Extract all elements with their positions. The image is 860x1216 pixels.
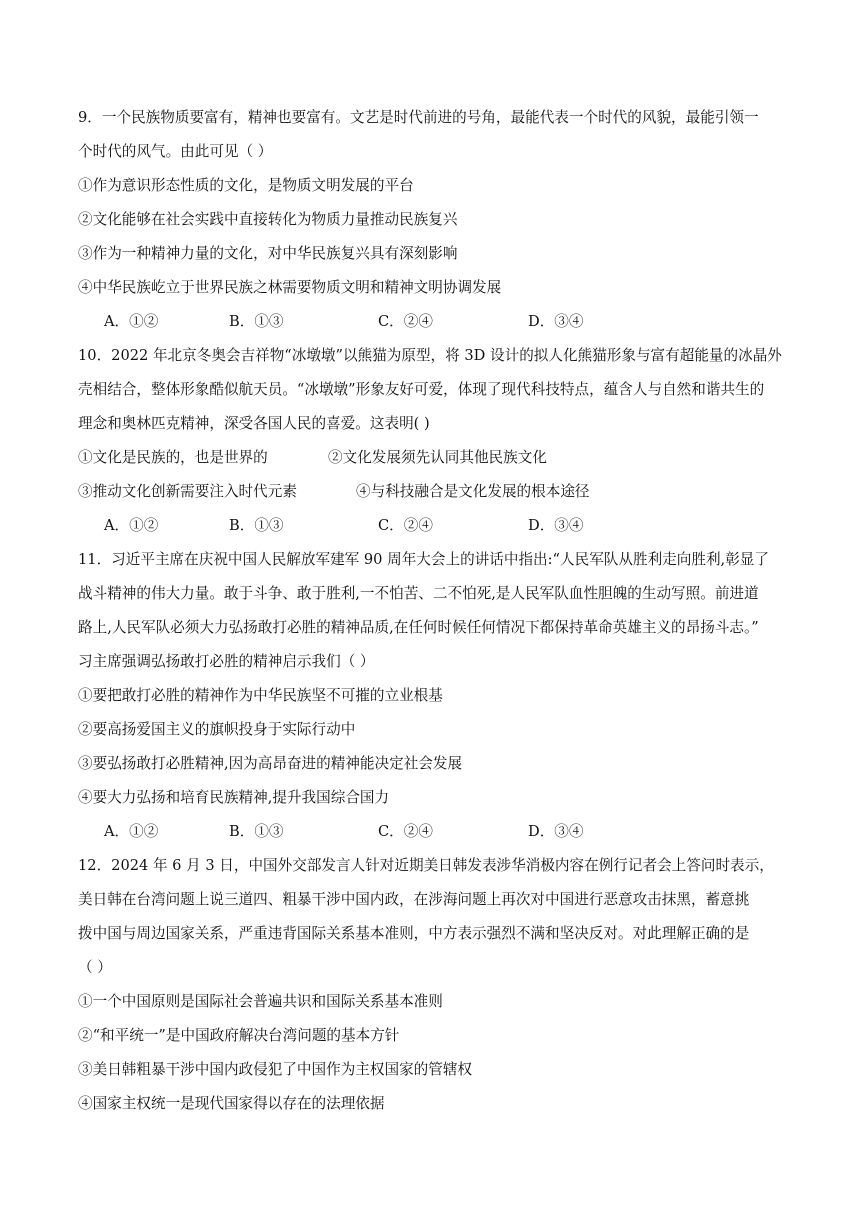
question-9 bbox=[78, 108, 788, 332]
question-stem-line: 理念和奥林匹克精神，深受各国人民的喜爱。这表明( ) bbox=[78, 415, 430, 432]
answer-choices bbox=[78, 312, 788, 332]
question-stem-line: 12．2024 年 6 月 3 日，中国外交部发言人针对近期美日韩发表涉华消极内容在例行记者会上答问时表示， bbox=[78, 857, 774, 874]
answer-choices bbox=[78, 516, 788, 536]
question-stem-line: 壳相结合，整体形象酷似航天员。“冰墩墩”形象友好可爱，体现了现代科技特点，蕴含人与自然和谐共生的 bbox=[78, 381, 765, 398]
option-statement: ②文化发展须先认同其他民族文化 bbox=[328, 449, 547, 466]
choice-a[interactable]: A．①② bbox=[104, 517, 159, 534]
option-statement: ③推动文化创新需要注入时代元素 bbox=[78, 483, 297, 500]
option-statement: ④中华民族屹立于世界民族之林需要物质文明和精神文明协调发展 bbox=[78, 279, 502, 296]
question-stem-line: 11．习近平主席在庆祝中国人民解放军建军 90 周年大会上的讲话中指出:“人民军队从胜利走向胜利,彰显了 bbox=[78, 551, 769, 568]
answer-choices bbox=[78, 822, 788, 842]
question-stem-line: 9．一个民族物质要富有，精神也要富有。文艺是时代前进的号角，最能代表一个时代的风貌，最能引领一 bbox=[78, 109, 759, 126]
question-stem-line: 10．2022 年北京冬奥会吉祥物“冰墩墩”以熊猫为原型，将 3D 设计的拟人化熊猫形象与富有超能量的冰晶外 bbox=[78, 347, 782, 364]
question-stem-line: 战斗精神的伟大力量。敢于斗争、敢于胜利,一不怕苦、二不怕死,是人民军队血性胆魄的生动写照。前进道 bbox=[78, 585, 759, 602]
option-statement: ③要弘扬敢打必胜精神,因为高昂奋进的精神能决定社会发展 bbox=[78, 755, 463, 772]
option-statement: ①一个中国原则是国际社会普遍共识和国际关系基本准则 bbox=[78, 993, 443, 1010]
choice-c[interactable]: C．②④ bbox=[378, 517, 433, 534]
option-pair-row bbox=[78, 482, 788, 502]
question-stem-line: 个时代的风气。由此可见（ ） bbox=[78, 143, 273, 160]
question-stem-line: （ ） bbox=[78, 959, 112, 976]
choice-d[interactable]: D．③④ bbox=[528, 823, 584, 840]
option-pair-row bbox=[78, 448, 788, 468]
choice-c[interactable]: C．②④ bbox=[378, 823, 433, 840]
option-statement: ①要把敢打必胜的精神作为中华民族坚不可摧的立业根基 bbox=[78, 687, 443, 704]
choice-d[interactable]: D．③④ bbox=[528, 313, 584, 330]
choice-a[interactable]: A．①② bbox=[104, 823, 159, 840]
question-stem-line: 路上,人民军队必须大力弘扬敢打必胜的精神品质,在任何时候任何情况下都保持革命英雄主义的昂扬斗志。” bbox=[78, 619, 759, 636]
question-stem-line: 拨中国与周边国家关系，严重违背国际关系基本准则，中方表示强烈不满和坚决反对。对此理解正确的是 bbox=[78, 925, 750, 942]
choice-d[interactable]: D．③④ bbox=[528, 517, 584, 534]
choice-a[interactable]: A．①② bbox=[104, 313, 159, 330]
choice-b[interactable]: B．①③ bbox=[229, 823, 284, 840]
option-statement: ①文化是民族的，也是世界的 bbox=[78, 449, 268, 466]
question-12 bbox=[78, 856, 788, 1114]
option-statement: ②要高扬爱国主义的旗帜投身于实际行动中 bbox=[78, 721, 356, 738]
option-statement: ③作为一种精神力量的文化，对中华民族复兴具有深刻影响 bbox=[78, 245, 458, 262]
option-statement: ④国家主权统一是现代国家得以存在的法理依据 bbox=[78, 1095, 385, 1112]
option-statement: ③美日韩粗暴干涉中国内政侵犯了中国作为主权国家的管辖权 bbox=[78, 1061, 473, 1078]
option-statement: ④与科技融合是文化发展的根本途径 bbox=[356, 483, 590, 500]
choice-b[interactable]: B．①③ bbox=[229, 313, 284, 330]
question-10 bbox=[78, 346, 788, 536]
option-statement: ②文化能够在社会实践中直接转化为物质力量推动民族复兴 bbox=[78, 211, 458, 228]
choice-c[interactable]: C．②④ bbox=[378, 313, 433, 330]
option-statement: ①作为意识形态性质的文化，是物质文明发展的平台 bbox=[78, 177, 414, 194]
question-stem-line: 美日韩在台湾问题上说三道四、粗暴干涉中国内政，在涉海问题上再次对中国进行恶意攻击抹黑，蓄意挑 bbox=[78, 891, 750, 908]
option-statement: ②“和平统一”是中国政府解决台湾问题的基本方针 bbox=[78, 1027, 400, 1044]
question-11 bbox=[78, 550, 788, 842]
exam-page bbox=[78, 108, 788, 1128]
choice-b[interactable]: B．①③ bbox=[229, 517, 284, 534]
option-statement: ④要大力弘扬和培育民族精神,提升我国综合国力 bbox=[78, 789, 390, 806]
question-stem-line: 习主席强调弘扬敢打必胜的精神启示我们（ ） bbox=[78, 653, 375, 670]
